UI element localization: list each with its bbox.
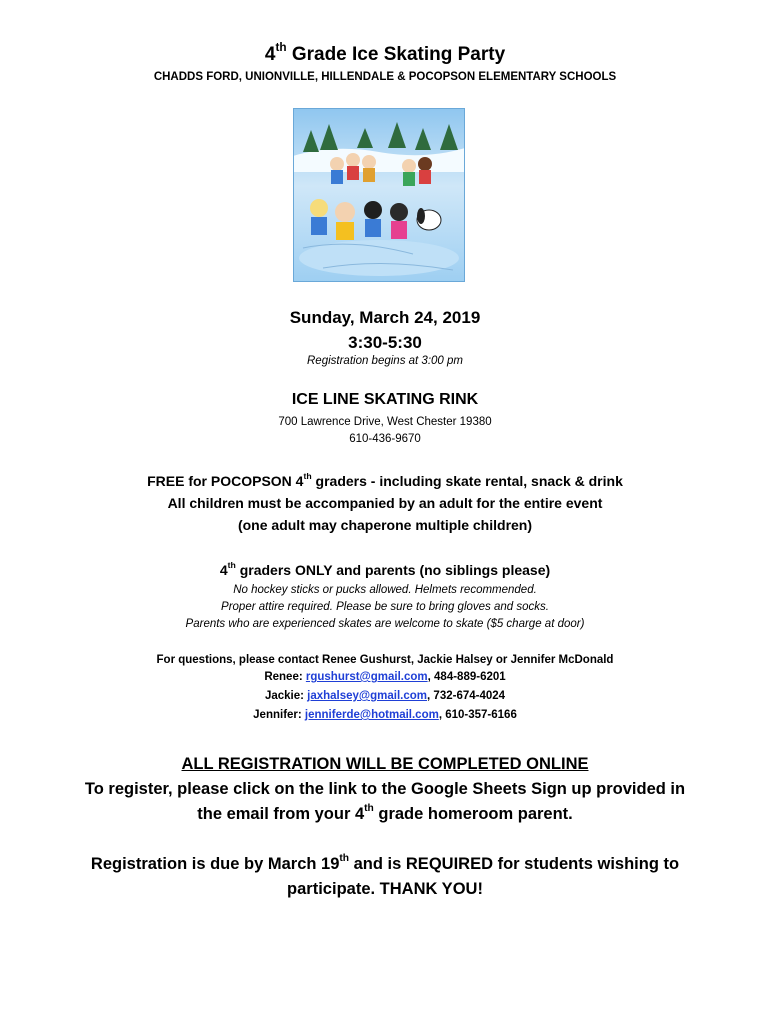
adult-requirement-line: All children must be accompanied by an adult for the entire event xyxy=(167,495,603,511)
page-title: 4th Grade Ice Skating Party xyxy=(264,40,506,65)
email-link-jackie[interactable]: jaxhalsey@gmail.com xyxy=(307,690,428,702)
registration-start-note: Registration begins at 3:00 pm xyxy=(307,355,463,367)
event-time: 3:30-5:30 xyxy=(348,333,422,352)
email-link-renee[interactable]: rgushurst@gmail.com xyxy=(305,671,428,683)
registration-instructions: To register, please click on the link to the Google Sheets Sign up provided in xyxy=(84,780,686,798)
venue-name: ICE LINE SKATING RINK xyxy=(291,391,479,408)
rule-note: No hockey sticks or pucks allowed. Helmets recommended. xyxy=(233,584,537,596)
rule-note: Proper attire required. Please be sure to bring gloves and socks. xyxy=(221,601,549,613)
attendance-restriction-line: 4th graders ONLY and parents (no siblings please) xyxy=(219,560,551,578)
contact-line-jennifer: Jennifer: jenniferde@hotmail.com, 610-357-6166 xyxy=(253,709,517,721)
registration-instructions-continued: the email from your 4th grade homeroom parent. xyxy=(197,802,573,823)
venue-address: 700 Lawrence Drive, West Chester 19380 xyxy=(278,416,492,428)
contact-line-renee: Renee: rgushurst@gmail.com, 484-889-6201 xyxy=(264,671,506,683)
peanuts-ice-skating-illustration xyxy=(293,108,465,282)
thank-you-line: participate. THANK YOU! xyxy=(287,880,483,898)
free-admission-line: FREE for POCOPSON 4th graders - including skate rental, snack & drink xyxy=(147,471,623,489)
rule-note: Parents who are experienced skates are welcome to skate ($5 charge at door) xyxy=(185,618,585,630)
email-link-jennifer[interactable]: jenniferde@hotmail.com xyxy=(304,709,439,721)
registration-deadline: Registration is due by March 19th and is REQUIRED for students wishing to xyxy=(90,852,680,873)
online-registration-heading: ALL REGISTRATION WILL BE COMPLETED ONLINE xyxy=(181,755,589,773)
venue-phone: 610-436-9670 xyxy=(349,433,421,445)
page-subtitle: CHADDS FORD, UNIONVILLE, HILLENDALE & POCOPSON ELEMENTARY SCHOOLS xyxy=(153,71,617,83)
contact-line-jackie: Jackie: jaxhalsey@gmail.com, 732-674-4024 xyxy=(264,690,506,702)
contact-intro: For questions, please contact Renee Gushurst, Jackie Halsey or Jennifer McDonald xyxy=(156,654,614,666)
event-date: Sunday, March 24, 2019 xyxy=(289,308,481,327)
chaperone-line: (one adult may chaperone multiple children) xyxy=(237,517,533,533)
